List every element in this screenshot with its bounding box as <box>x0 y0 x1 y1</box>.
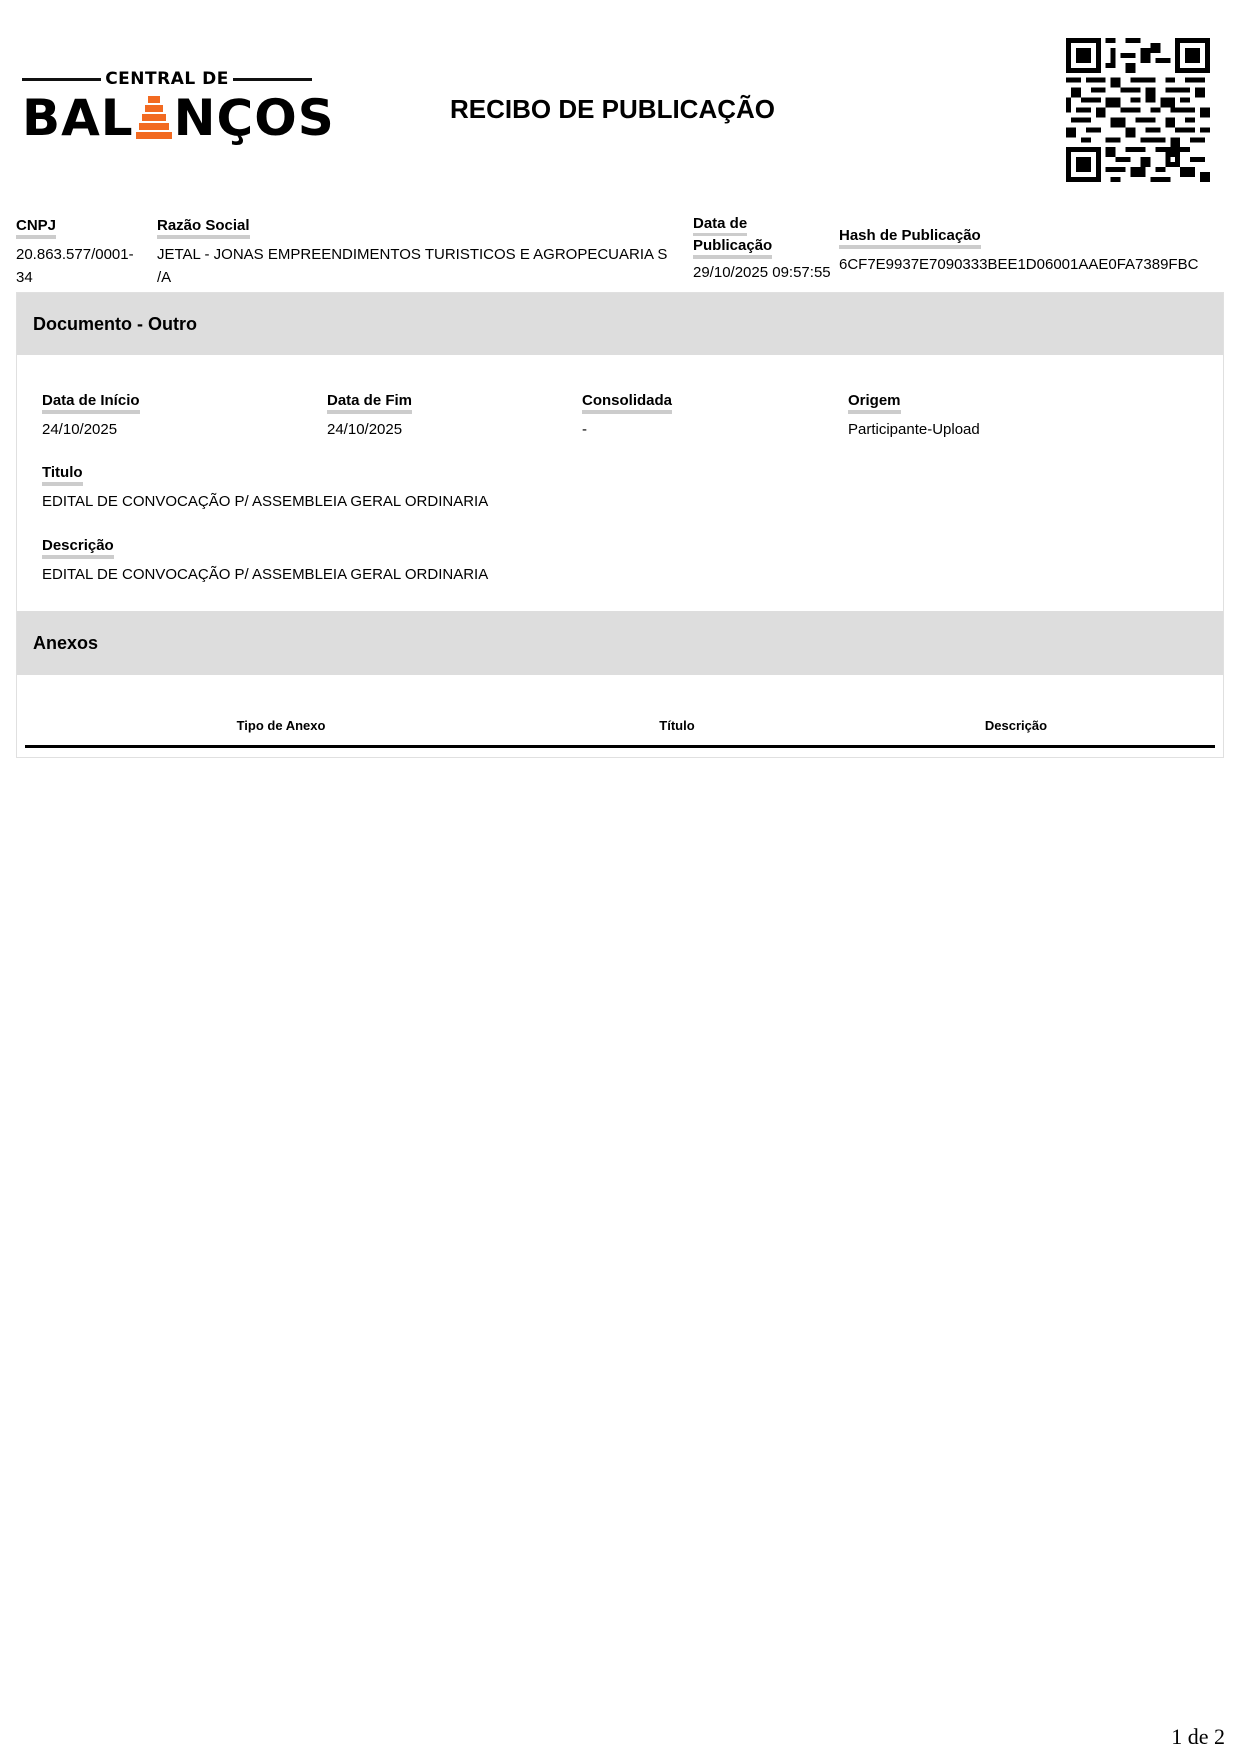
cnpj-value-line2: 34 <box>16 269 33 286</box>
origem-field <box>848 391 980 441</box>
logo-main-right: NÇOS <box>173 89 335 147</box>
consolidada-value: - <box>582 421 587 438</box>
logo-top-row <box>22 68 312 90</box>
data-publicacao-label-line2: Publicação <box>693 236 772 259</box>
descricao-field <box>42 536 488 586</box>
origem-value: Participante-Upload <box>848 421 980 438</box>
page-title: RECIBO DE PUBLICAÇÃO <box>450 94 776 124</box>
data-fim-field <box>327 391 412 441</box>
pine-tree-icon <box>136 96 172 141</box>
page-indicator: 1 de 2 <box>1171 1724 1225 1749</box>
consolidada-field <box>582 391 672 441</box>
cnpj-label: CNPJ <box>16 216 56 239</box>
logo-main-left: BAL <box>22 89 134 147</box>
anexos-table-header <box>25 711 1215 748</box>
hash-field <box>839 226 1198 276</box>
anexos-section-title: Anexos <box>17 611 1223 675</box>
column-header-descricao: Descrição <box>984 718 1048 733</box>
titulo-field <box>42 463 488 513</box>
data-fim-label: Data de Fim <box>327 391 412 414</box>
logo-line-right <box>233 78 312 81</box>
data-fim-value: 24/10/2025 <box>327 421 403 438</box>
hash-value: 6CF7E9937E7090333BEE1D06001AAE0FA7389FBC <box>839 256 1199 273</box>
column-header-titulo: Título <box>659 718 695 733</box>
titulo-label: Titulo <box>42 463 83 486</box>
cnpj-field <box>16 216 134 289</box>
data-inicio-field <box>42 391 140 441</box>
consolidada-label: Consolidada <box>582 391 672 414</box>
qr-code-icon <box>1066 38 1210 182</box>
logo-main-text <box>22 89 335 147</box>
titulo-value: EDITAL DE CONVOCAÇÃO P/ ASSEMBLEIA GERAL ORDINARIA <box>42 493 489 510</box>
data-inicio-value: 24/10/2025 <box>42 421 118 438</box>
razao-social-label: Razão Social <box>157 216 250 239</box>
descricao-label: Descrição <box>42 536 114 559</box>
data-publicacao-value: 29/10/2025 09:57:55 <box>693 264 831 281</box>
data-inicio-label: Data de Início <box>42 391 140 414</box>
origem-label: Origem <box>848 391 901 414</box>
data-publicacao-field <box>693 214 831 284</box>
column-header-tipo-anexo: Tipo de Anexo <box>236 718 326 733</box>
central-de-balancos-logo <box>22 68 335 158</box>
hash-label: Hash de Publicação <box>839 226 981 249</box>
logo-line-left <box>22 78 101 81</box>
data-publicacao-label-line1: Data de <box>693 214 747 236</box>
logo-top-text: CENTRAL DE <box>105 69 229 89</box>
documento-panel <box>16 292 1224 758</box>
razao-social-field <box>157 216 667 289</box>
documento-section-title: Documento - Outro <box>17 293 1223 355</box>
razao-social-value-line2: /A <box>157 269 172 286</box>
cnpj-value-line1: 20.863.577/0001- <box>16 246 134 263</box>
razao-social-value-line1: JETAL - JONAS EMPREENDIMENTOS TURISTICOS E AGROPECUARIA S <box>157 246 668 263</box>
descricao-value: EDITAL DE CONVOCAÇÃO P/ ASSEMBLEIA GERAL ORDINARIA <box>42 566 489 583</box>
